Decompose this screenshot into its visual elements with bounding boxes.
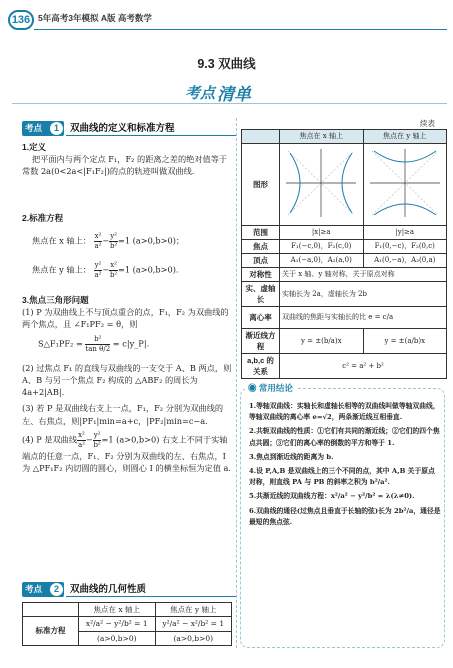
table-cell: c² = a² + b² [280,354,447,379]
table-header-cell: 焦点在 y 轴上 [363,130,447,144]
continued-table [241,129,447,379]
table-row-label: 范围 [242,226,280,240]
table-cell: F₁(0,−c)，F₂(0,c) [363,240,447,254]
section-title: 9.3 双曲线 [197,57,256,71]
geometry-table [22,602,232,646]
std-eq-x-tail: =1 (a>0,b>0)； [117,235,185,246]
focal-triangle-item-2: (2) 过焦点 F₁ 的直线与双曲线的一支交于 A、B 两点，则 A、B 与另一个焦点 F₂ 构成的 △ABF₂ 的周长为 4a+2|AB|. [22,362,232,398]
fraction: $\frac{\text{x²}}{\text{b²}}$ [109,261,118,279]
table-row [242,226,447,240]
common-conclusions-box [240,383,445,648]
focal-triangle-item-1: (1) P 为双曲线上不与顶点重合的点，F₁，F₂ 为双曲线的两个焦点，且 ∠F₁PF₂ = θ，则 [22,307,229,330]
note-title-text: 常用结论 [258,383,293,393]
table-cell: (a>0,b>0) [155,631,232,645]
table-header-cell: 焦点在 y 轴上 [155,603,232,617]
topic-underline [66,135,236,136]
table-row [242,254,447,268]
table-cell: 实轴长为 2a，虚轴长为 2b [280,282,447,307]
table-row-label: 对称性 [242,268,280,282]
item-4-body: =1 (a>0,b>0) 右支上不同于实轴端点的任意一点，F₁、F₂ 分别为双曲线的左、右焦点，I 为 △PF₁F₂ 内切圆的圆心，则圆心 I 的横坐标恒为定值 a. [22,434,232,474]
definition-heading: 1.定义 [22,142,47,152]
list-item: 6.双曲线的通径(过焦点且垂直于长轴的弦)长为 2b²/a，通径是最短的焦点弦. [249,506,441,526]
table-row [242,282,447,307]
std-eq-x-prefix: 焦点在 x 轴上： [32,235,91,246]
table-row-label: 顶点 [242,254,280,268]
area-formula-right: = c|y_P|. [112,338,150,349]
definition-body: 把平面内与两个定点 F₁，F₂ 的距离之差的绝对值等于常数 2a(0<2a<|F₁F₂|)的点的轨迹叫做双曲线. [22,154,228,177]
kaodian-qingdan-banner [185,80,267,102]
table-cell: 双曲线的焦距与实轴长的比 e = c/a [280,307,447,329]
page-header [0,0,453,34]
table-cell: (a>0,b>0) [79,631,156,645]
table-row-label: 焦点 [242,240,280,254]
focal-triangle-item-4: (4) P 是双曲线 $\frac{\text{x²}}{\text{a²}}$ − $\frac{\text{y²}}{\text{b²}}$ =1 (a>0,b>0) 右支上不同于实轴端点的任意一点，F₁、F₂ 分别为双曲线的左、右焦点，I 为 △PF₁F₂ 内切圆的圆心，则圆心 I 的横坐标恒为定值 a. [22,431,232,474]
fraction: $\frac{\text{x²}}{\text{a²}}$ [94,232,102,250]
list-item: 2.共轭双曲线的性质：①它们有共同的渐近线；②它们的四个焦点共圆；③它们的离心率的倒数的平方和等于 1. [249,427,440,447]
table-row-label: 标准方程 [23,617,79,646]
area-formula-left: S△F₁PF₂ = [38,338,83,349]
banner-divider [12,103,447,104]
table-row [242,268,447,282]
std-eq-y-prefix: 焦点在 y 轴上： [32,264,91,275]
lightbulb-icon: ◉ [248,383,259,393]
fraction: $\frac{\text{y²}}{\text{a²}}$ [94,261,102,279]
table-row-label: 实、虚轴长 [242,282,280,307]
std-eq-y: 焦点在 y 轴上： $\frac{\text{y²}}{\text{a²}}$ − $\frac{\text{x²}}{\text{b²}}$ =1 (a>0,b>0). [32,261,179,279]
fraction: $\frac{\text{b²}}{\text{tan θ/2}}$ [85,334,111,353]
graph-x-axis-hyperbola [280,143,364,226]
table-row-label: 渐近线方程 [242,329,280,354]
table-row [242,354,447,379]
page-number: 136 [8,10,34,30]
table-cell: 关于 x 轴、y 轴对称，关于原点对称 [280,268,447,282]
table-row [242,307,447,329]
fraction: $\frac{\text{y²}}{\text{b²}}$ [93,431,101,450]
table-row-label: a,b,c 的关系 [242,354,280,379]
topic-number: 1 [50,122,63,135]
table-row [242,240,447,254]
topic-tag: 考点 [22,121,64,136]
list-item: 5.共渐近线的双曲线方程：x²/a² − y²/b² = λ(λ≠0). [249,492,415,501]
banner-part1: 考点 [185,85,216,102]
topic-tag: 考点 [22,582,64,597]
hyperbola-x-figure [282,145,360,221]
table-row-graph [242,143,447,226]
fraction: $\frac{\text{x²}}{\text{a²}}$ [77,431,85,450]
table-header-cell: 焦点在 x 轴上 [79,603,156,617]
table-row [242,329,447,354]
common-conclusions-title [245,382,296,394]
graph-y-axis-hyperbola [363,143,447,226]
list-item: 1.等轴双曲线：实轴长和虚轴长相等的双曲线叫做等轴双曲线，等轴双曲线的离心率 e=√2，两条渐近线互相垂直. [249,402,440,422]
list-item: 3.焦点到渐近线的距离为 b. [249,452,334,461]
std-eq-x: 焦点在 x 轴上： $\frac{\text{x²}}{\text{a²}}$ − $\frac{\text{y²}}{\text{b²}}$ =1 (a>0,b>0)； [32,232,185,250]
header-text: 5年高考3年模拟 A版 高考数学 [38,13,152,23]
topic-title: 双曲线的几何性质 [70,584,147,595]
table-row-label: 图形 [242,143,280,226]
definition-section [22,141,232,178]
table-cell: y = ±(a/b)x [363,329,447,354]
standard-equation-heading: 2.标准方程 [22,213,64,223]
focal-triangle-item-3: (3) 若 P 是双曲线右支上一点，F₁，F₂ 分别为双曲线的左、右焦点，则|PF₁|min=a+c，|PF₂|min=c−a. [22,403,224,426]
focal-triangle-heading: 3.焦点三角形问题 [22,295,89,305]
continued-label: 续表 [420,119,435,128]
topic-underline [66,596,236,597]
list-item: 4.设 P,A,B 是双曲线上的三个不同的点，其中 A,B 关于原点对称，则直线 PA 与 PB 的斜率之积为 b²/a². [249,467,435,487]
table-cell: A₁(0,−a)，A₂(0,a) [363,254,447,268]
column-divider [236,118,237,648]
table-header-cell: 焦点在 x 轴上 [280,130,364,144]
table-cell: y = ±(b/a)x [280,329,364,354]
table-header-row [242,130,447,144]
table-cell: x²/a² − y²/b² = 1 [79,617,156,631]
area-formula [22,335,232,354]
topic-title: 双曲线的定义和标准方程 [70,123,175,134]
table-row [23,617,232,631]
fraction: $\frac{\text{y²}}{\text{b²}}$ [109,232,118,250]
banner-part2: 清单 [217,85,251,104]
table-cell: F₁(−c,0)，F₂(c,0) [280,240,364,254]
table-cell: A₁(−a,0)，A₂(a,0) [280,254,364,268]
table-row-label: 离心率 [242,307,280,329]
table-header-row [23,603,232,617]
table-cell: y²/a² − x²/b² = 1 [155,617,232,631]
item-4-lead: (4) P 是双曲线 [22,434,78,445]
topic-number: 2 [50,583,63,596]
table-cell: |x|≥a [280,226,364,240]
standard-equation-section [22,212,232,280]
hyperbola-y-figure [366,145,444,221]
header-divider [34,29,447,30]
table-cell: |y|≥a [363,226,447,240]
conclusions-list [249,401,441,531]
focal-triangle-section [22,294,232,475]
std-eq-y-tail: =1 (a>0,b>0). [117,264,179,275]
